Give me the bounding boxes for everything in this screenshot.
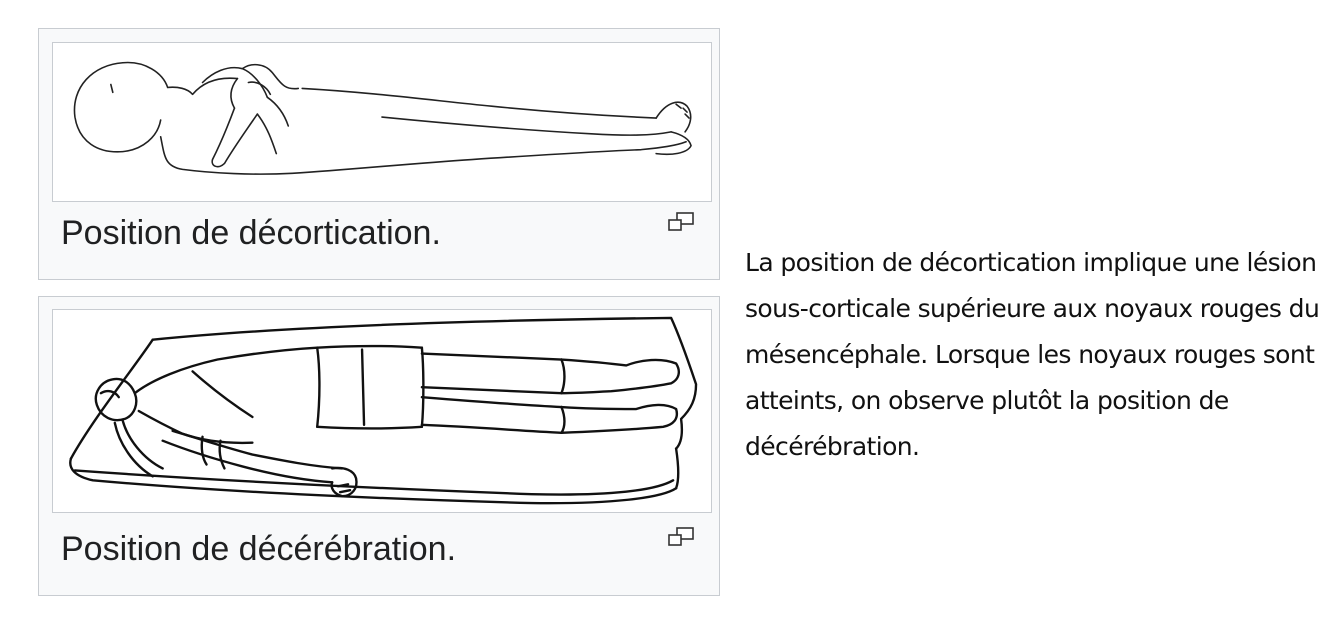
explanatory-note: La position de décortication implique une lésion sous-corticale supérieure aux noyaux rouges du mésencéphale. Lorsque les noyaux rouges sont atteints, on observe plutôt la position de décérébration. [745, 248, 1320, 461]
magnify-clip-icon[interactable] [667, 526, 695, 548]
decerebrate-posture-drawing [53, 310, 711, 512]
figure-image-frame[interactable] [52, 42, 712, 202]
figure-caption: Position de décortication. [61, 214, 441, 252]
figure-caption: Position de décérébration. [61, 530, 457, 568]
figure-image-frame[interactable] [52, 309, 712, 513]
magnify-clip-icon[interactable] [667, 211, 695, 233]
figure-decortication [38, 28, 720, 280]
figure-decerebration [38, 296, 720, 596]
decorticate-posture-drawing [53, 43, 711, 201]
